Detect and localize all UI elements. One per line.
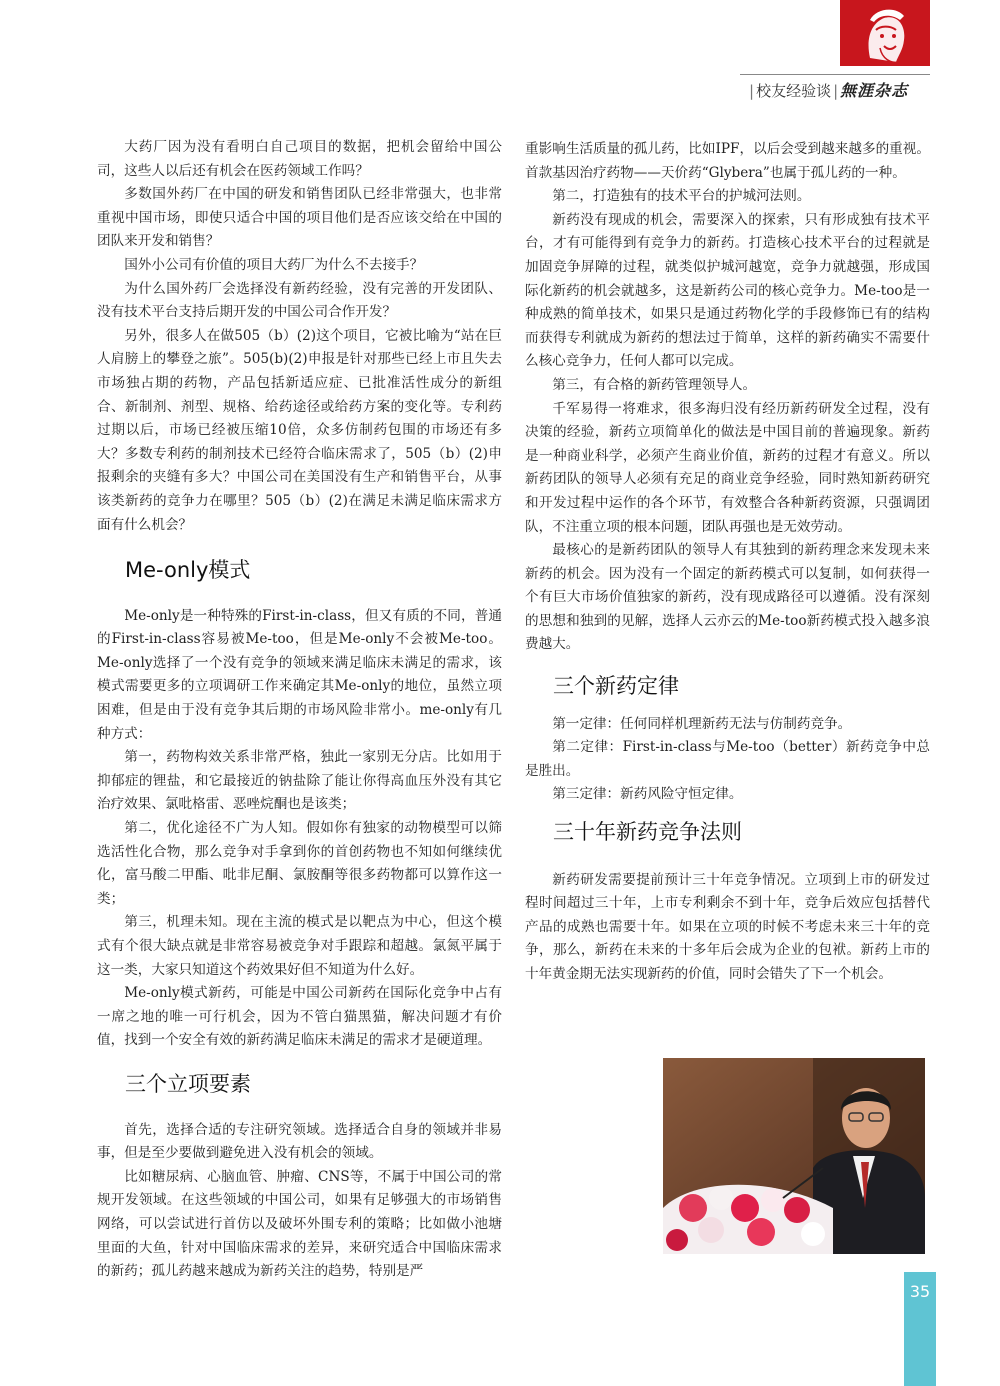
paragraph: 第二，打造独有的技术平台的护城河法则。 (552, 188, 811, 205)
paragraph: Me-only模式新药，可能是中国公司新药在国际化竞争中占有一席之地的唯一可行机会，因为不管白猫黑猫，解决问题才有价值，找到一个安全有效的新药满足临床未满足的需求才是硬道理。 (97, 985, 502, 1049)
thirty-years-section (525, 869, 930, 987)
paragraph: 国外小公司有价值的项目大药厂为什么不去接手？ (124, 256, 424, 273)
section-title: 校友经验谈 (756, 82, 832, 100)
header-rule (740, 74, 930, 75)
elements-section (97, 1119, 502, 1284)
paragraph: 第三，有合格的新药管理领导人。 (552, 376, 757, 393)
paragraph: 最核心的是新药团队的领导人有其独到的新药理念来发现未来新药的机会。因为没有一个固定的新药模式可以复制，如何获得一个有巨大市场价值独家的新药，没有现成路径可以遵循。没有深刻的思想和独到的见解，选择人云亦云的Me-too新药模式投入越多浪费越大。 (525, 542, 930, 653)
heading-three-elements: 三个立项要素 (125, 1071, 251, 1096)
heading-three-laws: 三个新药定律 (553, 674, 679, 699)
paragraph: 第一，药物构效关系非常严格，独此一家别无分店。比如用于抑郁症的锂盐，和它最接近的钠盐除了能让你得高血压外没有其它治疗效果、氯吡格雷、恶唑烷酮也是该类； (97, 749, 502, 813)
heading-me-only: Me-only模式 (125, 558, 251, 583)
paragraph: 第二，优化途径不广为人知。假如你有独家的动物模型可以筛选活性化合物，那么竞争对手拿到你的首创药物也不知如何继续优化，富马酸二甲酯、吡非尼酮、氯胺酮等很多药物都可以算作这一类； (97, 820, 502, 907)
paragraph: 另外，很多人在做505（b）(2)这个项目，它被比喻为“站在巨人肩膀上的攀登之旅”。505(b)(2)申报是针对那些已经上市且失去市场独占期的药物，产品包括新适应症、已批准活性成分的新组合、新制剂、剂型、规格、给药途径或给药方案的变化等。专利药过期以后，市场已经被压缩10倍，众多仿制药包围的市场还有多大？多数专利药的制剂技术已经符合临床需求了，505（b）(2)申报剩余的夹缝有多大？中国公司在美国没有生产和销售平台，从事该类新药的竞争力在哪里？505（b）(2)在满足未满足临床需求方面有什么机会？ (97, 327, 502, 533)
paragraph: 新药研发需要提前预计三十年竞争情况。立项到上市的研发过程时间超过三十年，上市专利剩余不到十年，竞争后效应包括替代产品的成熟也需要十年。如果在立项的时候不考虑未来三十年的竞争，那么，新药在未来的十多年后会成为企业的包袱。新药上市的十年黄金期无法实现新药的价值，同时会错失了下一个机会。 (525, 871, 930, 982)
continuation-section (525, 138, 930, 657)
right-column (525, 138, 930, 987)
me-only-section (97, 605, 502, 1053)
paragraph: 千军易得一将难求，很多海归没有经历新药研发全过程，没有决策的经验，新药立项简单化的做法是中国目前的普遍现象。新药是一种商业科学，必须产生商业价值，新药的过程才有意义。所以新药团队的领导人必须有充足的商业竞争经验，同时熟知新药研究和开发过程中运作的各个环节，有效整合各种新药资源，只强调团队，不注重立项的根本问题，团队再强也是无效劳动。 (525, 400, 930, 535)
law-item: 第三定律：新药风险守恒定律。 (552, 786, 743, 803)
laws-section (525, 713, 930, 807)
left-column (97, 136, 502, 1284)
paragraph: 多数国外药厂在中国的研发和销售团队已经非常强大，也非常重视中国市场，即使只适合中国的项目他们是否应该交给在中国的团队来开发和销售？ (97, 186, 502, 250)
paragraph: 首先，选择合适的专注研究领域。选择适合自身的领域并非易事，但是至少要做到避免进入没有机会的领域。 (97, 1121, 502, 1162)
section-label: | 校友经验谈 | 無涯杂志 (749, 81, 909, 100)
paragraph: 大药厂因为没有看明白自己项目的数据，把机会留给中国公司，这些人以后还有机会在医药领域工作吗？ (97, 139, 502, 179)
scholar-portrait-icon (840, 0, 930, 66)
paragraph: 重影响生活质量的孤儿药，比如IPF，以后会受到越来越多的重视。首款基因治疗药物——天价药“Glybera”也属于孤儿药的一种。 (525, 141, 930, 181)
paragraph: Me-only是一种特殊的First-in-class，但又有质的不同，普通的First-in-class容易被Me-too，但是Me-only不会被Me-too。Me-only选择了一个没有竞争的领域来满足临床未满足的需求，该模式需要更多的立项调研工作来确定其Me-only的地位，虽然立项困难，但是由于没有竞争其后期的市场风险非常小。me-only有几种方式： (97, 607, 502, 742)
law-item: 第一定律：任何同样机理新药无法与仿制药竞争。 (552, 715, 852, 732)
speaker-photo (663, 1058, 925, 1254)
law-item: 第二定律：First-in-class与Me-too（better）新药竞争中总是胜出。 (525, 739, 930, 779)
intro-section (97, 136, 502, 537)
magazine-logo (840, 0, 930, 66)
paragraph: 为什么国外药厂会选择没有新药经验，没有完善的开发团队、没有技术平台支持后期开发的中国公司合作开发？ (97, 280, 502, 321)
heading-thirty-years: 三十年新药竞争法则 (553, 820, 742, 845)
magazine-name: 無涯杂志 (840, 81, 909, 100)
paragraph: 比如糖尿病、心脑血管、肿瘤、CNS等，不属于中国公司的常规开发领域。在这些领域的中国公司，如果有足够强大的市场销售网络，可以尝试进行首仿以及破坏外围专利的策略；比如做小池塘里面的大鱼，针对中国临床需求的差异，来研究适合中国临床需求的新药；孤儿药越来越成为新药关注的趋势，特别是严 (97, 1168, 502, 1280)
page-number: 35 (909, 1282, 931, 1301)
paragraph: 新药没有现成的机会，需要深入的探索，只有形成独有技术平台，才有可能得到有竞争力的新药。打造核心技术平台的过程就是加固竞争屏障的过程，就类似护城河越宽，竞争力就越强，形成国际化新药的机会就越多，这是新药公司的核心竞争力。Me-too是一种成熟的简单技术，如果只是通过药物化学的手段修饰已有的结构而获得专利就成为新药的想法过于简单，这样的新药确实不需要什么核心竞争力，任何人都可以完成。 (525, 211, 930, 370)
paragraph: 第三，机理未知。现在主流的模式是以靶点为中心，但这个模式有个很大缺点就是非常容易被竞争对手跟踪和超越。氯氮平属于这一类，大家只知道这个药效果好但不知道为什么好。 (97, 914, 502, 978)
